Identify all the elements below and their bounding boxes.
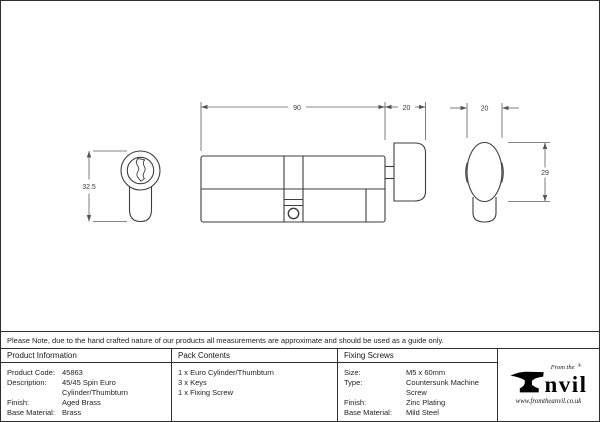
- thumbturn-side: [394, 143, 426, 201]
- row-label: Description:: [7, 378, 47, 387]
- brand-name: nvil: [544, 371, 588, 397]
- logo-cell: [497, 349, 599, 421]
- table-row: [7, 398, 167, 408]
- row-value: 45863: [62, 368, 83, 377]
- pack-contents-column: [171, 349, 337, 421]
- list-item: 1 x Euro Cylinder/Thumbturn: [178, 368, 274, 377]
- dimension-body-length: [201, 102, 426, 151]
- cam-screw-hole: [288, 208, 298, 218]
- row-value: Brass: [62, 408, 82, 417]
- row-label: Product Code:: [7, 368, 55, 377]
- list-item: 1 x Fixing Screw: [178, 388, 234, 397]
- row-label: Finish:: [344, 398, 367, 407]
- table-row: [7, 368, 167, 378]
- anvil-logo-icon: [509, 369, 545, 396]
- product-information-column: [1, 349, 171, 421]
- table-row: [7, 378, 167, 398]
- spec-table: [1, 349, 599, 421]
- brand-website: www.fromtheanvil.co.uk: [515, 397, 582, 405]
- row-label: Type:: [344, 378, 363, 387]
- brand-logo: [509, 365, 587, 405]
- list-item: 3 x Keys: [178, 378, 207, 387]
- svg-text:90: 90: [293, 104, 301, 112]
- table-row: [344, 398, 493, 408]
- row-label: Size:: [344, 368, 361, 377]
- row-value: Mild Steel: [406, 408, 439, 417]
- row-label: Base Material:: [7, 408, 55, 417]
- svg-text:29: 29: [541, 170, 549, 177]
- svg-text:20: 20: [480, 105, 489, 113]
- row-value: Countersunk Machine Screw: [406, 378, 479, 397]
- row-label: Finish:: [7, 398, 30, 407]
- cylinder-front-view: [121, 151, 160, 222]
- row-value: 45/45 Spin Euro Cylinder/Thumbturn: [62, 378, 128, 397]
- fixing-screws-header: Fixing Screws: [338, 349, 497, 363]
- brand-prefix: From the ®: [550, 364, 582, 372]
- dimension-knob-height: [508, 143, 550, 202]
- thumbturn-front-view: [466, 143, 504, 223]
- row-value: Aged Brass: [62, 398, 101, 407]
- dimension-knob-width: [450, 103, 519, 138]
- product-information-header: Product Information: [1, 349, 171, 363]
- svg-text:32.5: 32.5: [82, 184, 96, 191]
- svg-text:20: 20: [402, 104, 411, 112]
- note-text: Please Note, due to the hand crafted nature of our products all measurements are approximate and should be used as a guide only.: [7, 335, 444, 345]
- fixing-screws-column: [337, 349, 497, 421]
- table-row: [7, 408, 167, 418]
- table-row: [344, 368, 493, 378]
- dimension-front-height: [82, 151, 127, 222]
- row-label: Base Material:: [344, 408, 392, 417]
- note-bar: [1, 331, 599, 349]
- row-value: Zinc Plating: [406, 398, 446, 407]
- pack-contents-header: Pack Contents: [172, 349, 337, 363]
- cylinder-side-view: [201, 143, 426, 222]
- registered-mark: ®: [577, 364, 582, 370]
- row-value: M5 x 60mm: [406, 368, 446, 377]
- table-row: [344, 408, 493, 418]
- technical-drawing: [1, 1, 600, 331]
- table-row: [344, 378, 493, 398]
